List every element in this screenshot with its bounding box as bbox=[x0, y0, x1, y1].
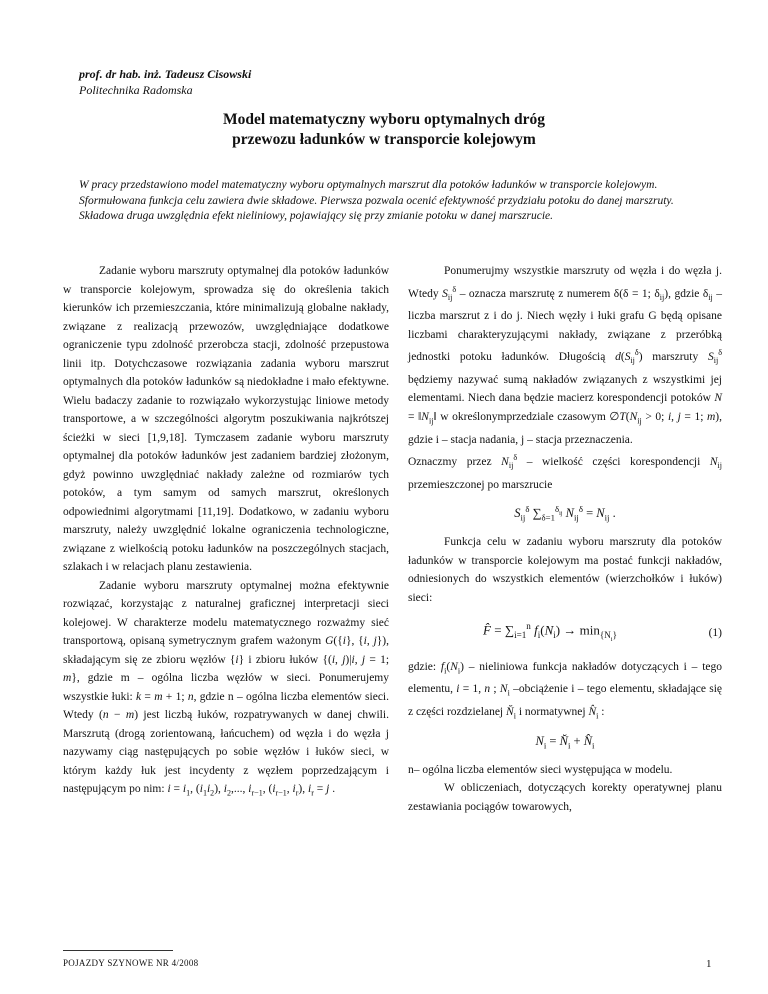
author-block bbox=[79, 66, 251, 98]
abstract: W pracy przedstawiono model matematyczny wyboru optymalnych marszrut dla potoków ładunków w transporcie kolejowym. Sformułowana funkcja celu zawiera dwie składowe. Pierwsza pozwala ocenić efektywność przydziału potoku do danej marszruty. Składowa druga uwzględnia efekt nieliniowy, pojawiający się przy zmianie potoku w danej marszrucie. bbox=[79, 179, 674, 222]
title-line-2: przewozu ładunków w transporcie kolejowym bbox=[232, 131, 536, 148]
left-p2-text-b: składającym się ze zbioru węzłów bbox=[63, 653, 226, 666]
right-paragraph-4: gdzie: $f_i(N_i)$ – nieliniowa funkcja nakładów dotyczących i – tego elementu, i = 1, n ; $N_i$ –obciążenie i – tego elementu, składające się z części rozdzielanej $N̆_i$ i normatywnej $N̂_i$ : bbox=[408, 660, 722, 721]
author-affiliation: Politechnika Radomska bbox=[79, 83, 193, 97]
journal-footer: POJAZDY SZYNOWE NR 4/2008 bbox=[63, 958, 199, 968]
left-paragraph-1: Zadanie wyboru marszruty optymalnej dla potoków ładunków w transporcie kolejowym, sprowadza się do określenia takich kierunków ich przemieszczania, które minimalizują globalne nakłady, związane z realizacją przewozów, uwzględniające dodatkowe ograniczenie typu zdolność przerobcza stacji, zdolność przepustowa linii itp. Dotychczasowe rozwiązania zadania wyboru marszrut optymalnych dla potoków ładunków są niedokładne i mało efektywne. Wielu badaczy zadanie to rozwiązało wykorzystując liniowe metody transportowe, a w szczególności algorytm poszukiwania najkrótszej ścieżki w sieci [1,9,18]. Tymczasem zadanie wyboru marszruty optymalnej dla potoków ładunków jest zadaniem bardziej złożonym, gdyż powinno uwzględniać nakłady zależne od rozmiarów tych potoków, a tym samym od samych marszrut, określonych odpowiednimi algorytmami [11,19]. Dodatkowo, w zadaniu wyboru marszruty, należy uwzględnić lokalne ograniczenia technologiczne, związane z wielkością potoku ładunków na poszczególnych stacjach, szlakach i w relacjach planu zestawienia. bbox=[63, 265, 389, 573]
left-paragraph-2: Zadanie wyboru marszruty optymalnej można efektywnie rozwiązać, korzystając z naturalnej graficznej interpretacji sieci kolejowej. W charakterze modelu matematycznego rozważmy sieć transportową, opisaną symetrycznym grafem ważonym G({i}, {i, j}), składającym się ze zbioru węzłów {i} i zbioru łuków {(i, j)|i, j = 1; m}, gdzie m – ogólna liczba węzłów w sieci. Ponumerujemy wszystkie łuki: k = m + 1; n, gdzie n – ogólna liczba elementów sieci. Wtedy (n − m) jest liczbą łuków, rozpatrywanych w danej chwili. Marszrutą (drogą zorientowaną, łańcuchem) od węzła i do węzła j nazywamy ciąg następujących po sobie węzłów i łuków sieci, w którym każdy łuk jest incydenty z węzłem poprzedzającym i następującym po nim: $i = i_1$, $(i_1i_2)$, $i_2$,..., $i_{r-1}$, ($i_{r-1}$, $i_r$), $i_r = j$ . bbox=[63, 579, 390, 798]
paper-title bbox=[90, 110, 678, 150]
graph-formula: G bbox=[325, 635, 334, 647]
sum-constraint-formula: $S_{ij}^\delta$ $\sum_{\delta=1}^{\delta_{ij}}$ $N_{ij}^\delta = N_{ij}$ . bbox=[514, 504, 616, 523]
right-paragraph-1: Ponumerujmy wszystkie marszruty od węzła i do węzła j. Wtedy $S_{ij}^\delta$ – oznacza marszrutę z numerem δ(δ = 1; $\delta_{ij}$), gdzie $\delta_{ij}$ – liczba marszrut z i do j. Niech węzły i łuki grafu G będą opisane liczbami charakteryzującymi nakłady, związane z przeróbką jednostki potoku ładunków. Długością $d(S_{ij}^\delta)$ marszruty $S_{ij}^\delta$ będziemy nazywać sumą nakładów związanych z wszystkimi jej elementami. Niech dana będzie macierz korespondencji potoków $N = ‖N_{ij}‖$ w określonymprzedziale czasowym $\emptyset T(N_{ij} > 0$; i, j = 1; m), gdzie i – stacja nadania, j – stacja przeznaczenia. bbox=[408, 265, 723, 446]
author-name: prof. dr hab. inż. Tadeusz Cisowski bbox=[79, 67, 252, 81]
right-paragraph-6: W obliczeniach, dotyczących korekty operatywnej planu zestawiania pociągów towarowych, bbox=[408, 782, 722, 813]
title-line-1: Model matematyczny wyboru optymalnych dróg bbox=[222, 111, 546, 128]
left-column bbox=[63, 262, 389, 803]
equation-number: (1) bbox=[708, 627, 722, 640]
right-paragraph-5: n– ogólna liczba elementów sieci występująca w modelu. bbox=[408, 763, 673, 776]
footer-rule bbox=[63, 950, 173, 951]
right-column bbox=[408, 262, 722, 816]
left-p2-text-a: Zadanie wyboru marszruty optymalnej można efektywnie rozwiązać, korzystając z naturalnej graficznej interpretacji sieci kolejowej. W charakterze modelu matematycznego rozważmy sieć transportową, opisaną symetrycznym grafem ważonym bbox=[63, 579, 389, 647]
left-p2-text-c: i zbioru łuków bbox=[248, 653, 319, 666]
page-number: 1 bbox=[706, 958, 712, 970]
load-decomposition-formula: $N_i$ = $N̆_i$ + $N̂_i$ bbox=[535, 733, 595, 751]
left-p2-text-d: , gdzie m – ogólna liczba węzłów w sieci. Ponumerujemy wszystkie łuki: bbox=[63, 672, 389, 703]
right-paragraph-3: Funkcja celu w zadaniu wyboru marszruty dla potoków ładunków w transporcie kolejowym ma postać funkcji nakładów, odniesionych do wszystkich elementów (wierzchołków i łuków) sieci: bbox=[408, 536, 722, 604]
right-paragraph-2: Oznaczmy przez $N_{ij}^\delta$ – wielkość części korespondencji $N_{ij}$ przemieszczonej po marszrucie bbox=[408, 453, 723, 491]
equation-1 bbox=[408, 617, 722, 649]
objective-function: F̂ = $\sum_{i=1}^n$ $f_i(N_i) \to \min_{\{N_i\}}$ bbox=[483, 621, 617, 644]
left-p2-text-f: jest liczbą łuków, rozpatrywanych w danej chwili. Marszrutą (drogą zorientowaną, łańcuchem) od węzła i do węzła j nazywamy ciąg następujących po sobie węzłów i łuków sieci, w którym każdy łuk jest incydenty z węzłem poprzedzającym i następującym po nim: bbox=[63, 709, 389, 795]
left-p2-text-e: , gdzie n – ogólna liczba elementów sieci. Wtedy bbox=[63, 690, 389, 721]
